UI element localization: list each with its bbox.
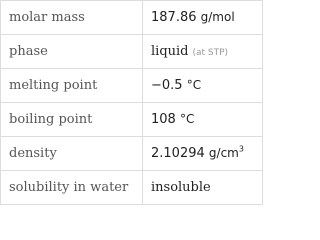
property-value (143, 171, 263, 205)
property-label: solubility in water (1, 171, 143, 205)
table-row (1, 103, 263, 137)
value-note: (at STP) (192, 48, 229, 58)
property-label: density (1, 137, 143, 171)
property-label: boiling point (1, 103, 143, 137)
value-number: 187.86 (151, 10, 197, 25)
table-row (1, 171, 263, 205)
value-unit: g/mol (200, 10, 235, 24)
value-number: 2.10294 (151, 146, 205, 161)
value-unit: °C (179, 112, 195, 126)
unit-exponent: 3 (238, 144, 244, 154)
table-row (1, 1, 263, 35)
value-number: 108 (151, 112, 176, 127)
value-text: insoluble (151, 180, 211, 195)
property-value (143, 69, 263, 103)
table-row (1, 69, 263, 103)
value-unit: g/cm (208, 146, 239, 160)
property-value (143, 35, 263, 69)
property-label: molar mass (1, 1, 143, 35)
property-value (143, 103, 263, 137)
table-row (1, 137, 263, 171)
value-unit: °C (186, 78, 202, 92)
value-number: −0.5 (151, 78, 183, 93)
value-text: liquid (151, 44, 189, 59)
property-label: melting point (1, 69, 143, 103)
table-row (1, 35, 263, 69)
property-label: phase (1, 35, 143, 69)
property-value (143, 1, 263, 35)
property-value (143, 137, 263, 171)
